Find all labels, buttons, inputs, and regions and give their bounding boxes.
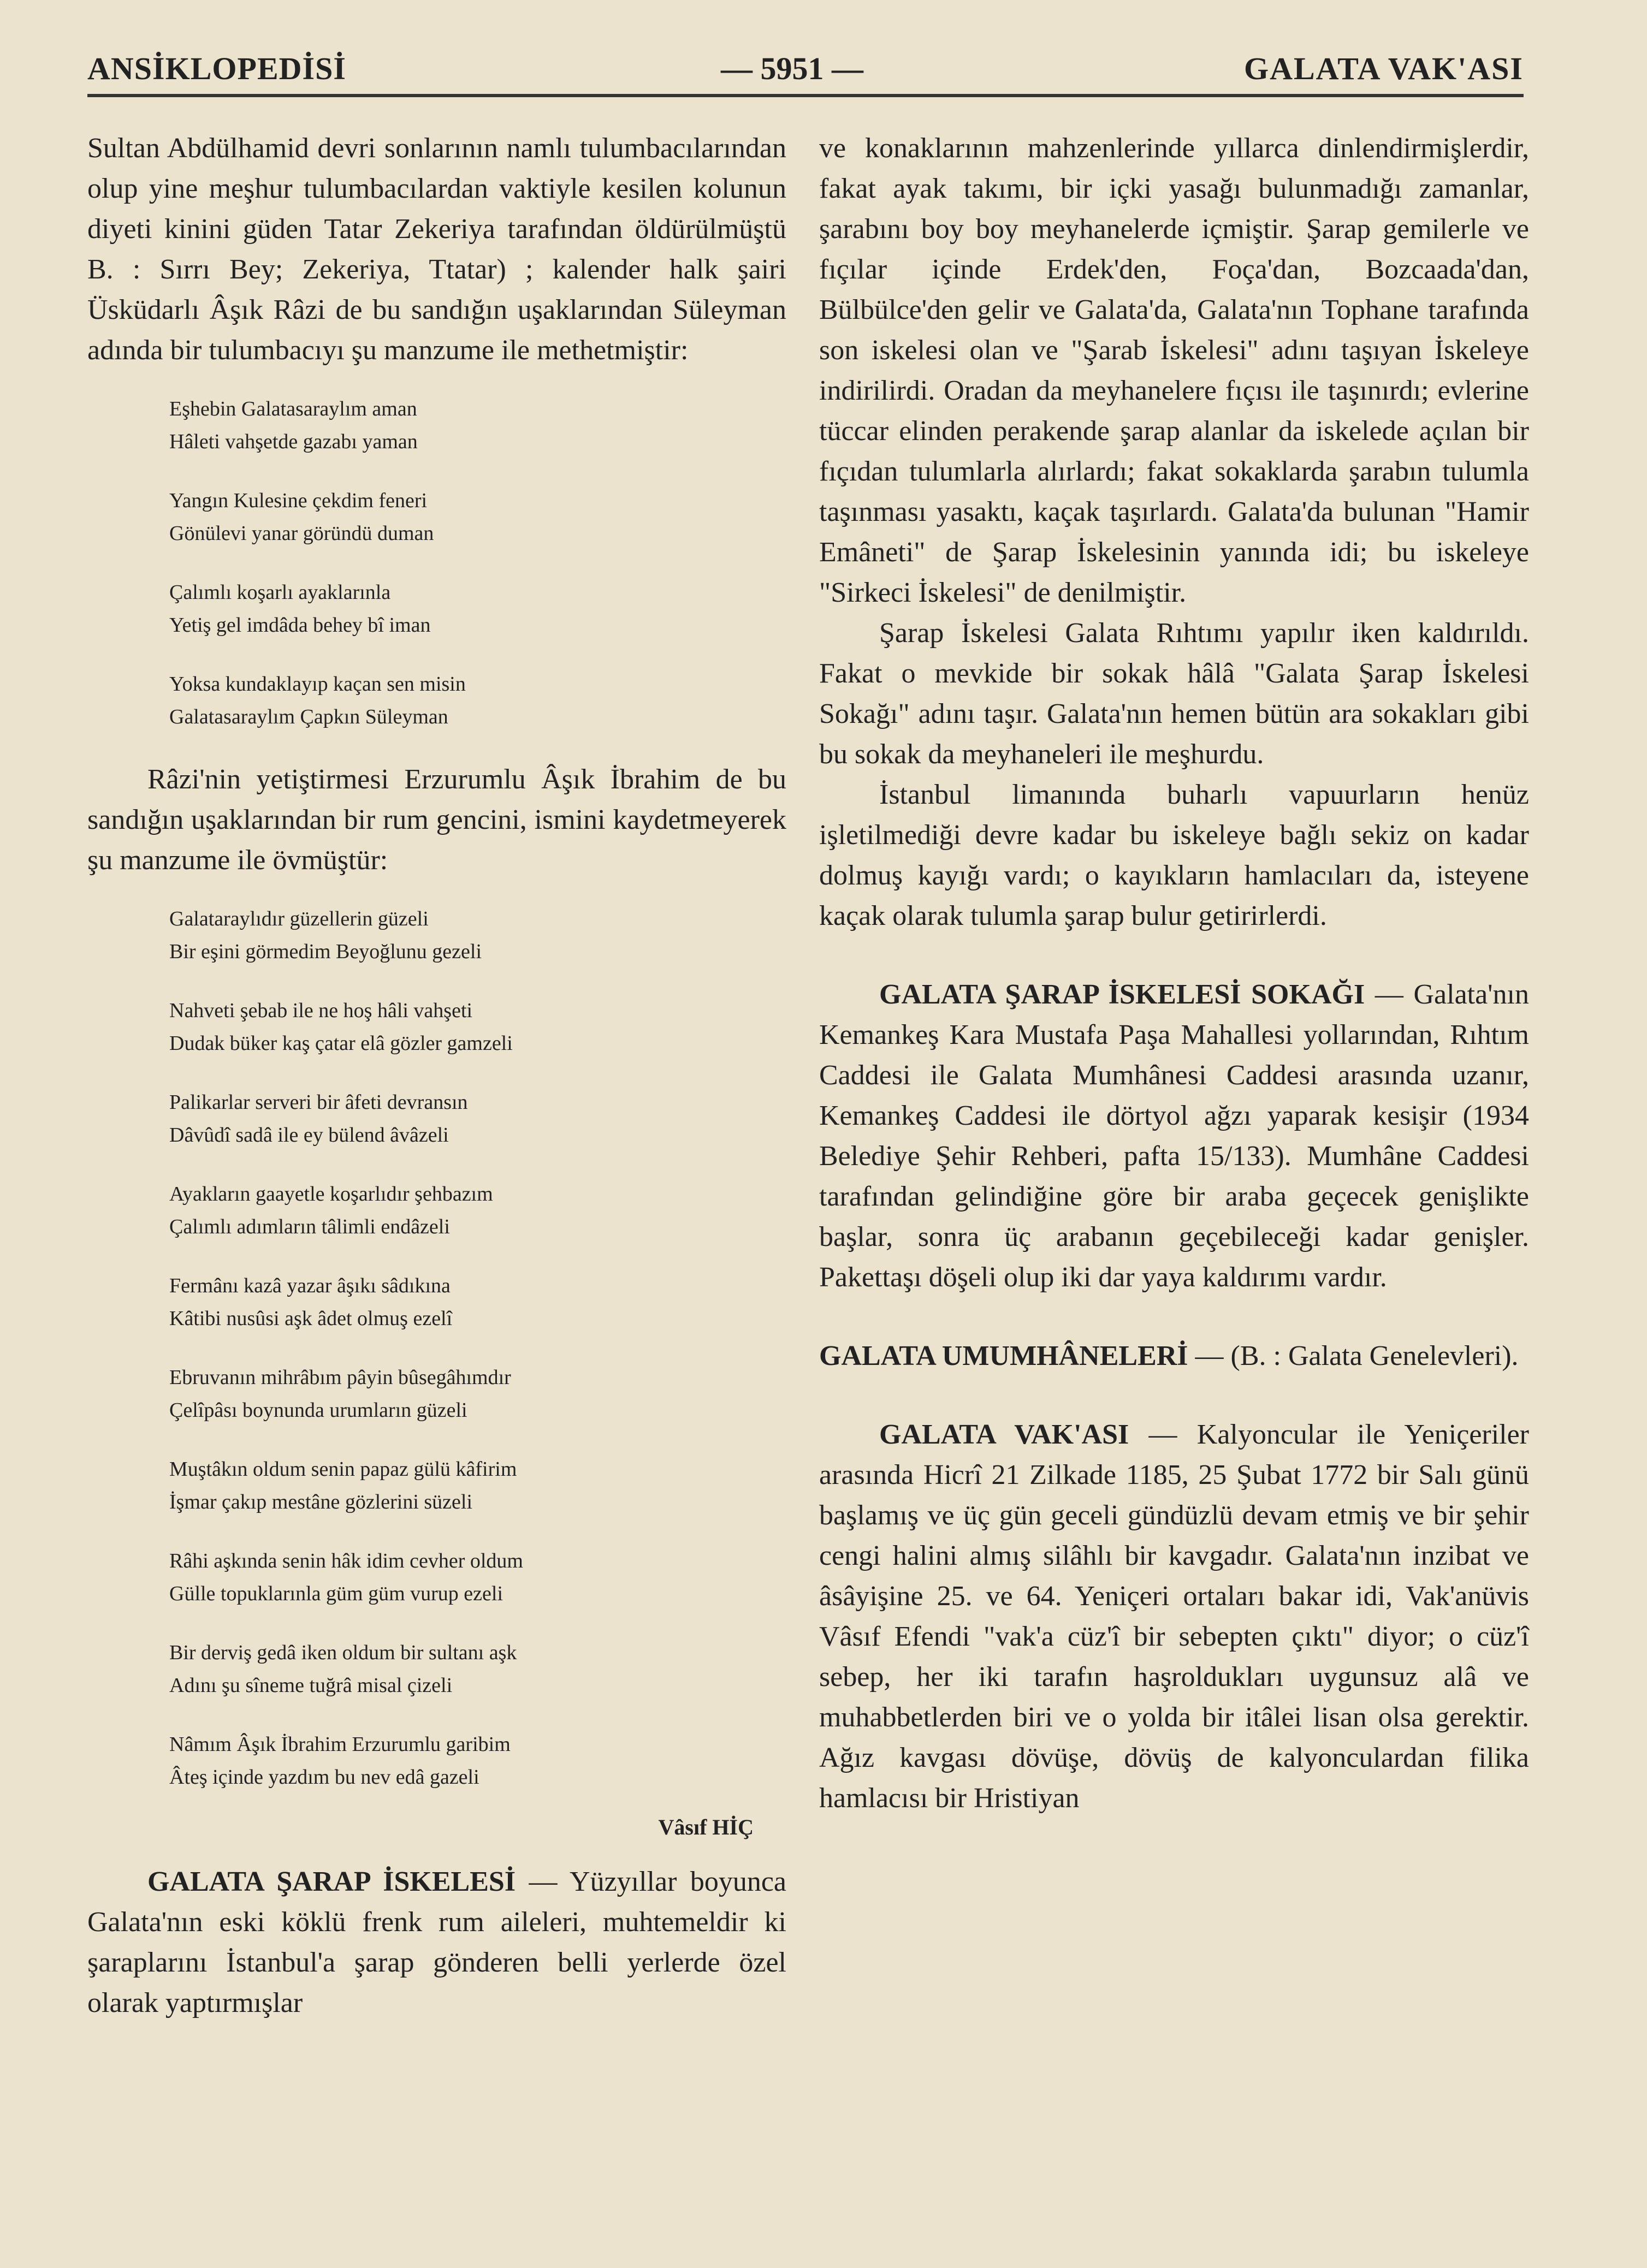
poem-line: Yetiş gel imdâda behey bî iman [169, 614, 431, 637]
poem-line: Kâtibi nusûsi aşk âdet olmuş ezelî [169, 1307, 453, 1330]
poem-razi [169, 393, 786, 733]
poem-signature: Vâsıf HİÇ [658, 1815, 754, 1839]
poem-stanza [169, 1453, 786, 1518]
poem-stanza [169, 1728, 786, 1794]
paragraph: Şarap İskelesi Galata Rıhtımı yapılır iken kaldırıldı. Fakat o mevkide bir sokak hâlâ "Galata Şarap İskelesi Sokağı" adını taşır. Galata'nın hemen bütün ara sokakları gibi bu sokak da meyhaneleri ile meşhurdu. [819, 618, 1529, 770]
poem-stanza [169, 393, 786, 458]
entry-title: GALATA ŞARAP İSKELESİ [147, 1866, 516, 1897]
poem-stanza [169, 1269, 786, 1335]
poem-stanza [169, 576, 786, 642]
page-header [87, 50, 1524, 99]
poem-stanza [169, 903, 786, 968]
poem-line: Nahveti şebab ile ne hoş hâli vahşeti [169, 999, 473, 1022]
poem-line: Bir eşini görmedim Beyoğlunu gezeli [169, 940, 482, 963]
middle-paragraph: Râzi'nin yetiştirmesi Erzurumlu Âşık İbrahim de bu sandığın uşaklarından bir rum gencini, ismini kaydetmeyerek şu manzume ile övmüştür: [87, 764, 786, 876]
header-page-number: — 5951 — [721, 51, 863, 86]
poem-line: Palikarlar serveri bir âfeti devransın [169, 1091, 468, 1114]
right-column [819, 128, 1529, 1819]
poem-line: Ayakların gaayetle koşarlıdır şehbazım [169, 1183, 493, 1206]
poem-line: Eşhebin Galatasaraylım aman [169, 397, 417, 420]
poem-line: Yangın Kulesine çekdim feneri [169, 489, 428, 512]
entry-body: — Yüzyıllar boyunca Galata'nın eski köklü frenk rum aileleri, muhtemeldir ki şaraplarını İstanbul'a şarap gönderen belli yerlerde özel olarak yaptırmışlar [87, 1866, 786, 2018]
left-column [87, 128, 786, 2023]
poem-line: Çalımlı adımların tâlimli endâzeli [169, 1215, 450, 1238]
poem-line: Dudak büker kaş çatar elâ gözler gamzeli [169, 1032, 513, 1055]
poem-line: Fermânı kazâ yazar âşıkı sâdıkına [169, 1274, 451, 1297]
poem-stanza [169, 668, 786, 733]
continued-paragraph: ve konaklarının mahzenlerinde yıllarca dinlendirmişlerdir, fakat ayak takımı, bir içki yasağı bulunmadığı zamanlar, şarabını boy boy meyhanelerde içmiştir. Şarap gemilerle ve fıçılar içinde Erdek'den, Foça'dan, Bozcaada'dan, Bülbülce'den gelir ve Galata'da, Galata'nın Tophane tarafında son iskelesi olan ve "Şarab İskelesi" adını taşıyan İskeleye indirilirdi. Oradan da meyhanelere fıçısı ile taşınırdı; evlerine tüccar elinden perakende şarap alanlar da iskelede açılan bir fıçıdan tulumlarla alırlardı; fakat sokaklarda şarabın tulumla taşınması yasaktı, kaçak taşırlardı. Galata'da bulunan "Hamir Emâneti" de Şarap İskelesinin yanında idi; bu iskeleye "Sirkeci İskelesi" de denilmiştir. [819, 133, 1529, 608]
entry-galata-sarap-iskelesi-sokagi [819, 975, 1529, 1298]
entry-title: GALATA VAK'ASI [879, 1419, 1129, 1450]
poem-line: Dâvûdî sadâ ile ey bülend âvâzeli [169, 1124, 449, 1147]
poem-line: Muştâkın oldum senin papaz gülü kâfirim [169, 1458, 517, 1481]
header-entry-title: GALATA VAK'ASI [1243, 51, 1524, 86]
poem-stanza [169, 1178, 786, 1243]
poem-line: Hâleti vahşetde gazabı yaman [169, 430, 418, 453]
poem-stanza [169, 484, 786, 550]
poem-stanza [169, 1545, 786, 1610]
poem-stanza [169, 1361, 786, 1427]
poem-line: İşmar çakıp mestâne gözlerini süzeli [169, 1491, 473, 1513]
poem-stanza [169, 1086, 786, 1151]
header-encyclopedia-title: ANSİKLOPEDİSİ [87, 51, 346, 86]
poem-stanza [169, 994, 786, 1060]
poem-line: Yoksa kundaklayıp kaçan sen misin [169, 673, 466, 696]
header-rule [87, 94, 1524, 97]
poem-line: Çalımlı koşarlı ayaklarınla [169, 581, 391, 604]
intro-paragraph: Sultan Abdülhamid devri sonlarının namlı tulumbacılarından olup yine meşhur tulumbacılardan vaktiyle kesilen kolunun diyeti kinini güden Tatar Zekeriya tarafından öldürülmüştü B. : Sırrı Bey; Zekeriya, Ttatar) ; kalender halk şairi Üsküdarlı Âşık Râzi de bu sandığın uşaklarından Süleyman adında bir tulumbacıyı şu manzume ile methetmiştir: [87, 133, 786, 366]
poem-line: Bir derviş gedâ iken oldum bir sultanı aşk [169, 1641, 517, 1664]
entry-galata-sarap-iskelesi [87, 1862, 786, 2023]
entry-galata-vakasi [819, 1415, 1529, 1819]
poem-stanza [169, 1636, 786, 1702]
entry-body: — Galata'nın Kemankeş Kara Mustafa Paşa Mahallesi yollarından, Rıhtım Caddesi ile Galata Mumhânesi Caddesi arasında uzanır, Kemankeş Caddesi ile dörtyol ağzı yaparak kesişir (1934 Belediye Şehir Rehberi, pafta 15/133). Mumhâne Caddesi tarafından gelindiğine göre bir araba geçecek genişlikte başlar, sonra üç arabanın geçebileceği kadar genişler. Pakettaşı döşeli olup iki dar yaya kaldırımı vardır. [819, 979, 1529, 1293]
poem-line: Râhi aşkında senin hâk idim cevher oldum [169, 1549, 523, 1572]
entry-galata-umumhaneleri [819, 1336, 1529, 1376]
entry-title: GALATA ŞARAP İSKELESİ SOKAĞI [879, 979, 1365, 1010]
poem-line: Âteş içinde yazdım bu nev edâ gazeli [169, 1766, 479, 1789]
entry-title: GALATA UMUMHÂNELERİ [819, 1340, 1188, 1372]
poem-line: Çelîpâsı boynunda urumların güzeli [169, 1399, 467, 1422]
poem-line: Ebruvanın mihrâbım pâyin bûsegâhımdır [169, 1366, 511, 1389]
paragraph: İstanbul limanında buharlı vapuurların henüz işletilmediği devre kadar bu iskeleye bağlı sekiz on kadar dolmuş kayığı vardı; o kayıkların hamlacıları da, isteyene kaçak olarak tulumla şarap bulur getirirlerdi. [819, 779, 1529, 931]
entry-body: — (B. : Galata Genelevleri). [1188, 1340, 1519, 1372]
poem-line: Adını şu sîneme tuğrâ misal çizeli [169, 1674, 453, 1697]
poem-line: Nâmım Âşık İbrahim Erzurumlu garibim [169, 1733, 511, 1756]
poem-ibrahim [169, 903, 786, 1794]
poem-line: Galatasaraylım Çapkın Süleyman [169, 705, 448, 728]
poem-line: Galataraylıdır güzellerin güzeli [169, 907, 429, 930]
entry-body: — Kalyoncular ile Yeniçeriler arasında Hicrî 21 Zilkade 1185, 25 Şubat 1772 bir Salı günü başlamış ve üç gün geceli gündüzlü devam etmiş ve bir şehir cengi halini almış silâhlı bir kavgadır. Galata'nın inzibat ve âsâyişine 25. ve 64. Yeniçeri ortaları bakar idi, Vak'anüvis Vâsıf Efendi "vak'a cüz'î bir sebepten çıktı" diyor; o cüz'î sebep, her iki tarafın haşroldukları uygunsuz alâ ve muhabbetlerden biri ve o yolda bir itâlei lisan olsa gerektir. Ağız kavgası dövüşe, dövüş de kalyonculardan filika hamlacısı bir Hristiyan [819, 1419, 1530, 1814]
poem-line: Gönülevi yanar göründü duman [169, 522, 434, 545]
poem-line: Gülle topuklarınla güm güm vurup ezeli [169, 1582, 503, 1605]
